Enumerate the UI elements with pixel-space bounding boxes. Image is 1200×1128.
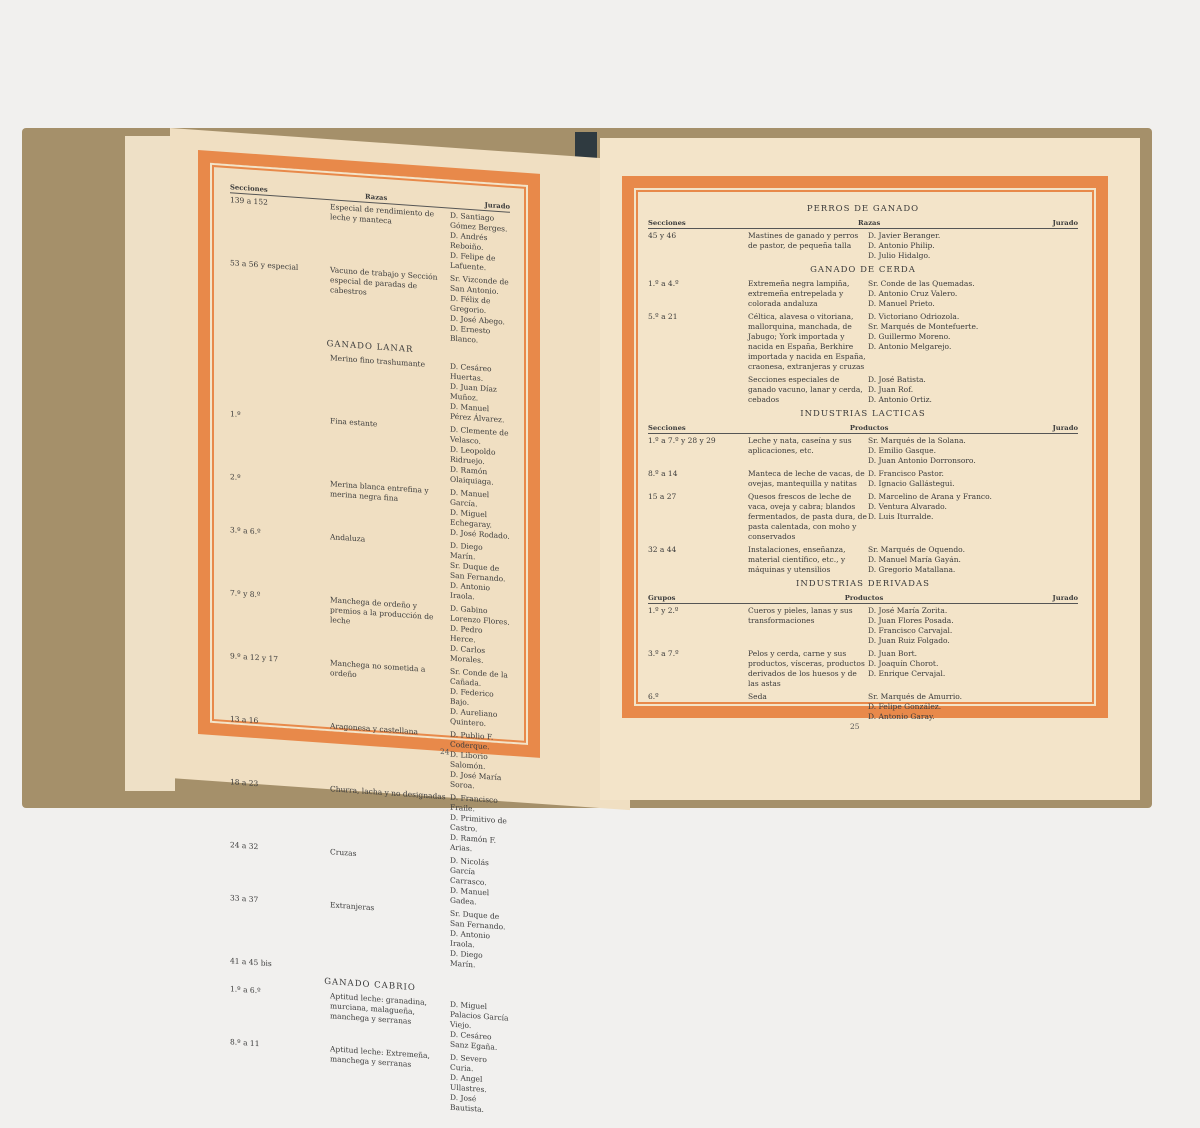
section-heading: INDUSTRIAS LACTICAS [800,409,926,419]
table-row [648,312,1078,372]
left-page-frame [198,150,540,1114]
jury-member: D. Marcelino de Arana y Franco. [868,492,992,501]
row-breed: Manchega de ordeño y premios a la producción de leche [330,595,434,626]
row-jury [450,793,510,857]
row-breed: Especial de rendimiento de leche y manteca [330,202,435,226]
row-jury [868,279,1078,309]
right-page-content [648,200,1078,725]
table-row [648,606,1078,646]
jury-member: D. Antonio Iraola. [450,580,491,602]
row-breed: Andaluza [330,532,366,544]
jury-member: Sr. Vizconde de San Antonio. [450,273,509,296]
row-section: 41 a 45 bis [230,956,272,969]
section-heading: PERROS DE GANADO [806,204,920,214]
row-section: 5.º a 21 [648,312,678,321]
jury-member: D. Primitivo de Castro. [450,812,507,834]
column-header: Secciones [648,219,686,227]
jury-member: D. Ernesto Blanco. [450,323,491,345]
row-breed: Extranjeras [330,900,375,913]
jury-member: D. Carlos Morales. [450,643,486,665]
row-breed: Merina blanca entrefina y merina negra fina [330,479,429,503]
row-breed: Seda [748,692,767,701]
jury-member: D. Felipe González. [868,702,942,711]
jury-member: D. Leopoldo Ridruejo. [450,444,496,467]
jury-member: D. José Abego. [450,313,505,327]
row-jury [450,425,510,489]
right-page [600,138,1140,800]
row-jury [868,606,1078,646]
table-header [648,423,1078,434]
column-header: Secciones [230,183,268,194]
row-breed: Cruzas [330,847,357,859]
table-row [648,231,1078,261]
row-section [648,375,748,405]
row-section: 18 a 23 [230,777,259,789]
table-row [648,649,1078,689]
row-breed: Leche y nata, caseína y sus aplicaciones, etc. [748,436,852,455]
jury-member: D. Juan Bort. [868,649,918,658]
row-jury [868,649,1078,689]
jury-member: D. Juan Flores Posada. [868,616,954,625]
column-header: Jurado [1052,594,1078,602]
jury-member: D. Clemente de Velasco. [450,424,509,446]
row-section [230,346,330,413]
jury-member: D. José María Zorita. [868,606,948,615]
jury-member: D. Pedro Herce. [450,623,483,645]
right-page-number: 25 [850,722,860,731]
jury-member: Sr. Marqués de Amurrio. [868,692,963,701]
row-section: 33 a 37 [230,893,259,905]
jury-member: D. Francisco Pastor. [868,469,944,478]
jury-member: D. Francisco Fraile. [450,792,498,814]
jury-member: D. Publio F. Coderque. [450,729,494,752]
row-section: 8.º a 11 [230,1037,260,1049]
jury-member: D. Santiago Gómez Berges. [450,210,508,234]
jury-member: D. Gregorio Matallana. [868,565,956,574]
row-jury [450,1000,510,1054]
row-section: 139 a 152 [230,195,268,207]
column-header: Jurado [484,200,510,211]
table-row [648,279,1078,309]
table-row [648,436,1078,466]
jury-member: D. Francisco Carvajal. [868,626,953,635]
row-jury [868,692,1078,722]
column-header: Productos [849,424,889,432]
row-jury [450,1053,510,1117]
row-section: 45 y 46 [648,231,677,240]
jury-member: D. Antonio Philip. [868,241,935,250]
row-jury [450,730,510,794]
row-jury [868,545,1078,575]
left-page [170,128,630,1114]
row-section: 53 a 56 y especial [230,258,299,272]
row-section: 24 a 32 [230,840,259,852]
jury-member: D. José María Soroa. [450,769,502,791]
left-page-number: 24 [440,746,450,757]
row-jury [868,375,1078,405]
table-row [648,375,1078,405]
table-header [648,218,1078,229]
jury-member: D. Manuel Pérez Álvarez. [450,401,505,425]
right-page-frame [622,176,1108,721]
jury-member: D. Juan Rof. [868,385,914,394]
jury-member: Sr. Marqués de Oquendo. [868,545,965,554]
row-section: 32 a 44 [648,545,677,554]
jury-member: D. Antonio Melgarejo. [868,342,952,351]
row-jury [450,909,510,973]
jury-member: D. Liborio Salomón. [450,749,488,772]
row-jury [868,492,1078,542]
jury-member: D. Luis Iturralde. [868,512,934,521]
row-section: 6.º [648,692,659,701]
jury-member: D. Felipe de Lafuente. [450,250,496,273]
row-jury [450,604,510,668]
jury-member: D. Andrés Reboiño. [450,230,488,252]
jury-member: Sr. Duque de San Fernando. [450,908,506,932]
jury-member: D. Aureliano Quintero. [450,706,498,729]
row-section: 3.º a 7.º [648,649,679,658]
jury-member: D. Nicolás García Carrasco. [450,855,489,888]
jury-member: D. Emilio Gasque. [868,446,936,455]
row-breed: Céltica, alavesa o vitoriana, mallorquina, manchada, de Jabugo; York importada y nacida en España, Berkhire importada y nacida en España, craonesa, extranjeras y cruzas [748,312,866,371]
section-heading: GANADO DE CERDA [810,265,916,275]
table-row [648,469,1078,489]
column-header: Secciones [648,424,686,432]
row-breed: Aptitud leche: granadina, murciana, malagueña, manchega y serranas [330,991,427,1026]
jury-member: D. Manuel García. [450,487,490,509]
jury-member: D. Javier Beranger. [868,231,941,240]
jury-member: Sr. Duque de San Fernando. [450,560,506,584]
section-heading: GANADO CABRIO [324,976,416,994]
jury-member: D. Gabino Lorenzo Flores. [450,603,510,627]
row-jury [450,488,510,542]
row-section: 1.º a 7.º y 28 y 29 [648,436,716,445]
row-breed: Manchega no sometida a ordeño [330,658,426,680]
jury-member: D. José Rodado. [450,527,510,541]
jury-member: D. Ventura Alvarado. [868,502,947,511]
jury-member: D. Antonio Cruz Valero. [868,289,958,298]
jury-member: D. Antonio Garay. [868,712,935,721]
jury-member: Sr. Marqués de Montefuerte. [868,322,979,331]
column-header: Productos [844,594,884,602]
row-jury [450,274,510,348]
row-breed: Mastines de ganado y perros de pastor, de pequeña talla [748,231,859,250]
row-breed: Cueros y pieles, lanas y sus transformaciones [748,606,853,625]
row-section: 15 a 27 [648,492,677,501]
column-header: Jurado [1052,424,1078,432]
row-breed: Secciones especiales de ganado vacuno, lanar y cerda, cebados [748,375,863,404]
jury-member: D. Joaquín Chorot. [868,659,939,668]
jury-member: D. Miguel Palacios García Viejo. [450,999,509,1031]
jury-member: D. Miguel Echegaray. [450,507,492,530]
jury-member: D. Félix de Gregorio. [450,293,491,316]
row-jury [450,211,510,275]
row-section: 1.º a 4.º [648,279,679,288]
jury-member: D. Guillermo Moreno. [868,332,951,341]
jury-member: D. Juan Ruiz Folgado. [868,636,950,645]
jury-member: D. Diego Marín. [450,948,483,970]
column-header: Razas [364,192,388,203]
jury-member: D. Federico Bajo. [450,686,494,707]
row-breed: Extremeña negra lampiña, extremeña entrepelada y colorada andaluza [748,279,850,308]
column-header: Jurado [1052,219,1078,227]
row-section: 8.º a 14 [648,469,678,478]
row-jury [450,541,510,605]
column-header: Grupos [648,594,676,602]
row-breed: Churra, lacha y no designadas [330,784,446,802]
section-heading: GANADO LANAR [326,338,414,356]
jury-member: D. Manuel María Gayán. [868,555,961,564]
row-section: 1.º a 6.º [230,984,261,996]
row-section: 1.º y 2.º [648,606,679,615]
jury-member: D. Antonio Ortiz. [868,395,932,404]
row-jury [450,362,510,426]
row-section: 2.º [230,472,241,482]
jury-member: Sr. Conde de la Cañada. [450,666,508,688]
row-breed: Manteca de leche de vacas, de ovejas, mantequilla y natitas [748,469,865,488]
jury-member: D. Ignacio Gallástegui. [868,479,955,488]
jury-member: D. Victoriano Odriozola. [868,312,960,321]
row-jury [868,231,1078,261]
jury-member: D. Diego Marín. [450,540,483,562]
jury-member: Sr. Conde de las Quemadas. [868,279,975,288]
jury-member: D. José Bautista. [450,1092,484,1114]
row-jury [450,972,510,986]
table-header [648,593,1078,604]
jury-member: D. Ramón F. Arias. [450,832,497,854]
jury-member: D. Juan Antonio Dorronsoro. [868,456,976,465]
jury-member: D. Manuel Gadea. [450,885,490,907]
row-section: 1.º [230,409,241,419]
row-breed: Quesos frescos de leche de vaca, oveja y cabra; blandos fermentados, de pasta dura, de pasta calentada, con moho y conservados [748,492,867,541]
jury-member: D. Angel Ullastres. [450,1072,487,1095]
column-header: Razas [857,219,881,227]
table-row [648,692,1078,722]
row-section: 3.º a 6.º [230,525,261,537]
jury-member: D. Juan Díaz Muñoz. [450,381,497,403]
jury-member: Sr. Marqués de la Solana. [868,436,966,445]
table-row [648,492,1078,542]
jury-member: D. Julio Hidalgo. [868,251,931,260]
row-breed: Vacuno de trabajo y Sección especial de paradas de cabestros [330,265,438,297]
row-jury [450,856,510,910]
jury-member: D. Manuel Prieto. [868,299,935,308]
row-breed: Aragonesa y castellana [330,721,418,737]
row-breed: Pelos y cerda, carne y sus productos, vísceras, productos derivados de los huesos y de las astas [748,649,865,688]
row-section: 13 a 16 [230,714,259,726]
table-row [648,545,1078,575]
left-page-content [230,182,510,1120]
row-breed: Instalaciones, enseñanza, material científico, etc., y máquinas y utensilios [748,545,846,574]
page-edges-left [125,136,175,791]
row-section: 9.º a 12 y 17 [230,651,279,664]
jury-member: D. Ramón Olaiquiaga. [450,464,494,487]
row-jury [868,436,1078,466]
jury-member: D. Enrique Cervajal. [868,669,946,678]
jury-member: D. Severo Curia. [450,1052,487,1074]
row-jury [868,469,1078,489]
row-jury [450,667,510,731]
row-breed: Aptitud leche: Extremeña, manchega y serranas [330,1044,430,1069]
jury-member: D. José Batista. [868,375,926,384]
row-breed: Merino fino trashumante [330,353,426,369]
row-breed: Fina estante [330,416,378,429]
row-jury [868,312,1078,372]
jury-member: D. Cesáreo Sanz Egaña. [450,1029,498,1052]
row-section: 7.º y 8.º [230,588,261,600]
section-heading: INDUSTRIAS DERIVADAS [796,579,930,589]
jury-member: D. Antonio Iraola. [450,928,491,950]
jury-member: D. Cesáreo Huertas. [450,361,492,383]
